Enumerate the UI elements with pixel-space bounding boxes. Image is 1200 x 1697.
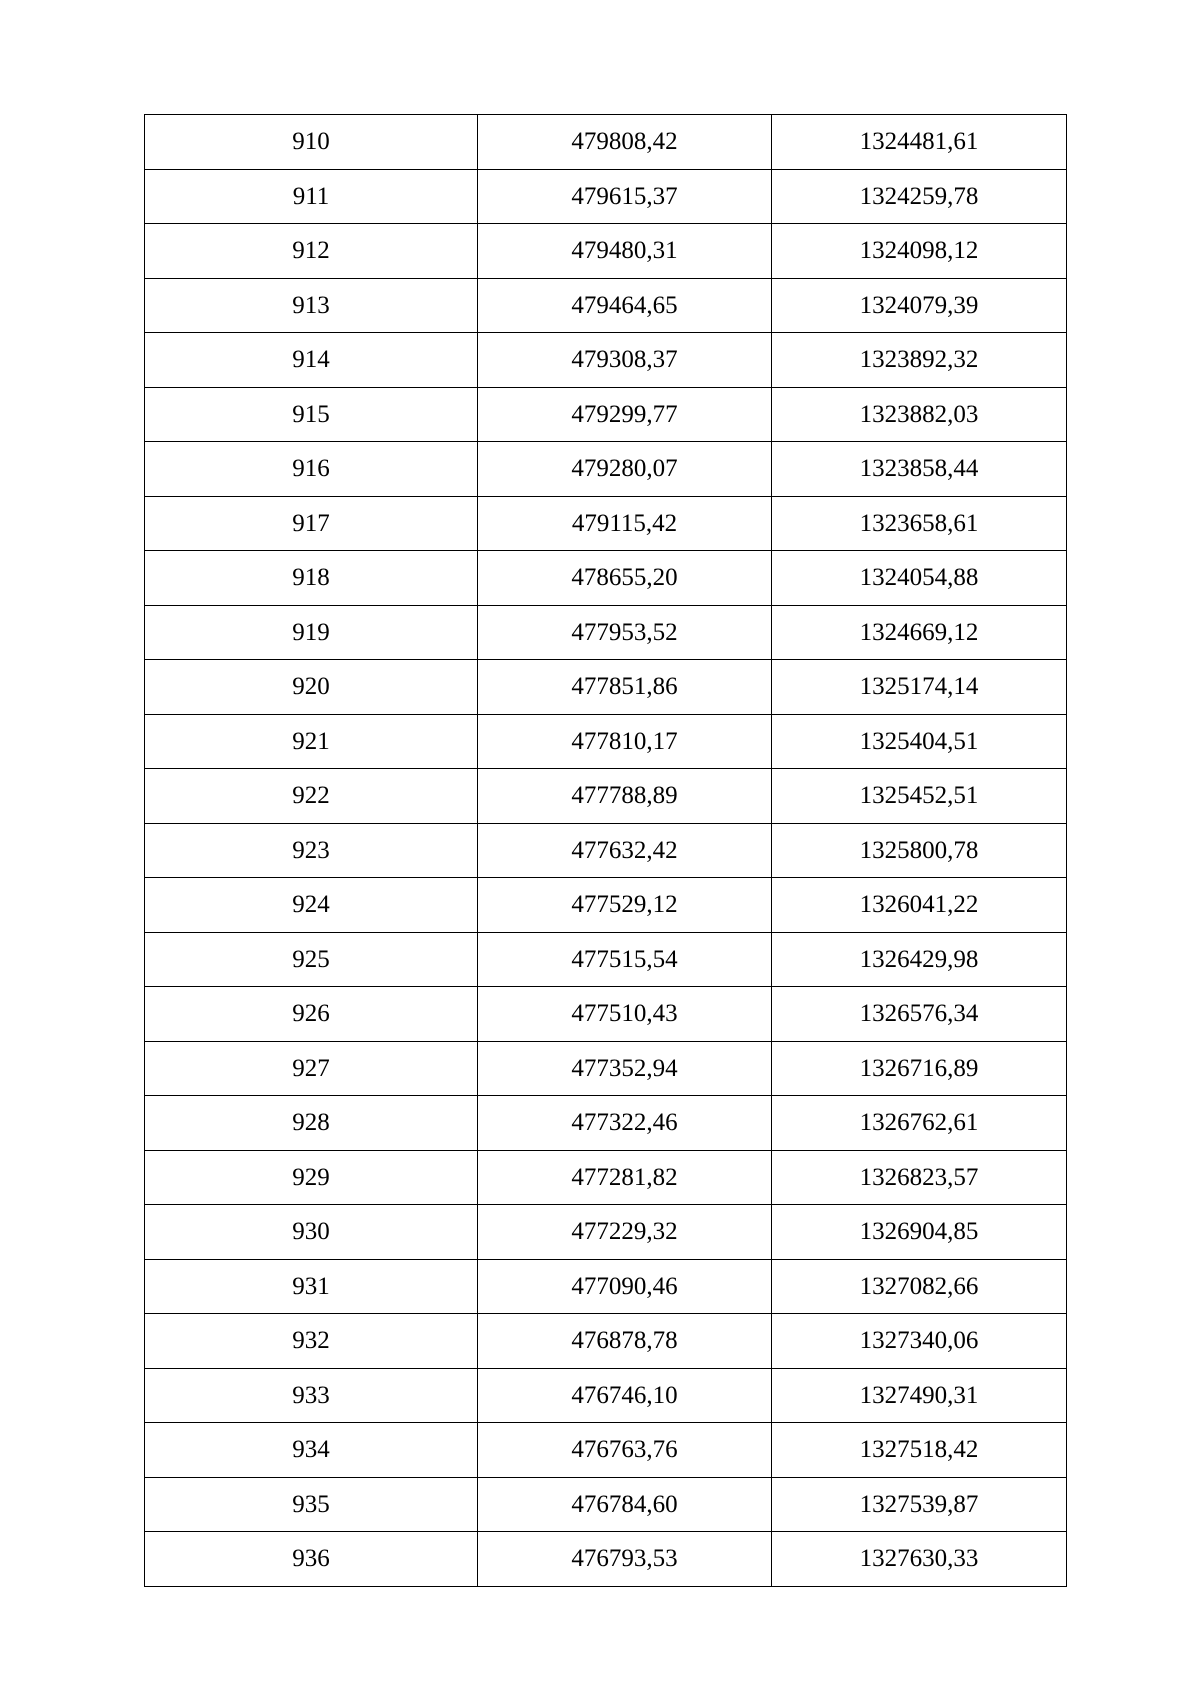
table-row <box>145 1041 1067 1096</box>
y-coordinate-cell: 1327539,87 <box>772 1477 1067 1532</box>
table-row <box>145 224 1067 279</box>
table-row <box>145 169 1067 224</box>
table-row <box>145 1423 1067 1478</box>
x-coordinate-cell: 477632,42 <box>478 823 772 878</box>
y-coordinate-cell: 1324669,12 <box>772 605 1067 660</box>
x-coordinate-cell: 476878,78 <box>478 1314 772 1369</box>
x-coordinate-cell: 476793,53 <box>478 1532 772 1587</box>
table-row <box>145 442 1067 497</box>
point-number-cell: 917 <box>145 496 478 551</box>
x-coordinate-cell: 476784,60 <box>478 1477 772 1532</box>
point-number-cell: 911 <box>145 169 478 224</box>
table-row <box>145 496 1067 551</box>
table-row <box>145 660 1067 715</box>
table-row <box>145 605 1067 660</box>
y-coordinate-cell: 1327340,06 <box>772 1314 1067 1369</box>
y-coordinate-cell: 1324098,12 <box>772 224 1067 279</box>
point-number-cell: 931 <box>145 1259 478 1314</box>
point-number-cell: 923 <box>145 823 478 878</box>
point-number-cell: 936 <box>145 1532 478 1587</box>
x-coordinate-cell: 477953,52 <box>478 605 772 660</box>
point-number-cell: 921 <box>145 714 478 769</box>
table-row <box>145 1150 1067 1205</box>
point-number-cell: 926 <box>145 987 478 1042</box>
y-coordinate-cell: 1324259,78 <box>772 169 1067 224</box>
point-number-cell: 918 <box>145 551 478 606</box>
y-coordinate-cell: 1323858,44 <box>772 442 1067 497</box>
x-coordinate-cell: 477322,46 <box>478 1096 772 1151</box>
y-coordinate-cell: 1327490,31 <box>772 1368 1067 1423</box>
point-number-cell: 933 <box>145 1368 478 1423</box>
point-number-cell: 930 <box>145 1205 478 1260</box>
y-coordinate-cell: 1323658,61 <box>772 496 1067 551</box>
point-number-cell: 919 <box>145 605 478 660</box>
point-number-cell: 914 <box>145 333 478 388</box>
point-number-cell: 912 <box>145 224 478 279</box>
y-coordinate-cell: 1327082,66 <box>772 1259 1067 1314</box>
point-number-cell: 910 <box>145 115 478 170</box>
x-coordinate-cell: 477851,86 <box>478 660 772 715</box>
point-number-cell: 924 <box>145 878 478 933</box>
table-row <box>145 115 1067 170</box>
y-coordinate-cell: 1324054,88 <box>772 551 1067 606</box>
x-coordinate-cell: 479615,37 <box>478 169 772 224</box>
y-coordinate-cell: 1326762,61 <box>772 1096 1067 1151</box>
table-row <box>145 987 1067 1042</box>
x-coordinate-cell: 479464,65 <box>478 278 772 333</box>
point-number-cell: 913 <box>145 278 478 333</box>
y-coordinate-cell: 1325800,78 <box>772 823 1067 878</box>
point-number-cell: 935 <box>145 1477 478 1532</box>
y-coordinate-cell: 1326716,89 <box>772 1041 1067 1096</box>
table-row <box>145 714 1067 769</box>
table-row <box>145 823 1067 878</box>
point-number-cell: 932 <box>145 1314 478 1369</box>
y-coordinate-cell: 1326904,85 <box>772 1205 1067 1260</box>
table-row <box>145 333 1067 388</box>
point-number-cell: 929 <box>145 1150 478 1205</box>
table-row <box>145 387 1067 442</box>
table-row <box>145 278 1067 333</box>
table-row <box>145 878 1067 933</box>
x-coordinate-cell: 479299,77 <box>478 387 772 442</box>
x-coordinate-cell: 477515,54 <box>478 932 772 987</box>
table-row <box>145 1477 1067 1532</box>
table-row <box>145 551 1067 606</box>
x-coordinate-cell: 477090,46 <box>478 1259 772 1314</box>
x-coordinate-cell: 476763,76 <box>478 1423 772 1478</box>
x-coordinate-cell: 477510,43 <box>478 987 772 1042</box>
table-row <box>145 1368 1067 1423</box>
x-coordinate-cell: 477788,89 <box>478 769 772 824</box>
y-coordinate-cell: 1325452,51 <box>772 769 1067 824</box>
table-row <box>145 1259 1067 1314</box>
y-coordinate-cell: 1326041,22 <box>772 878 1067 933</box>
coordinates-table <box>144 114 1067 1587</box>
x-coordinate-cell: 477529,12 <box>478 878 772 933</box>
point-number-cell: 934 <box>145 1423 478 1478</box>
coordinates-table-body <box>145 115 1067 1587</box>
table-row <box>145 1532 1067 1587</box>
point-number-cell: 928 <box>145 1096 478 1151</box>
y-coordinate-cell: 1326576,34 <box>772 987 1067 1042</box>
y-coordinate-cell: 1326823,57 <box>772 1150 1067 1205</box>
table-row <box>145 1314 1067 1369</box>
x-coordinate-cell: 479480,31 <box>478 224 772 279</box>
x-coordinate-cell: 477810,17 <box>478 714 772 769</box>
y-coordinate-cell: 1326429,98 <box>772 932 1067 987</box>
table-row <box>145 1205 1067 1260</box>
table-row <box>145 932 1067 987</box>
x-coordinate-cell: 476746,10 <box>478 1368 772 1423</box>
x-coordinate-cell: 479115,42 <box>478 496 772 551</box>
point-number-cell: 920 <box>145 660 478 715</box>
table-row <box>145 769 1067 824</box>
point-number-cell: 922 <box>145 769 478 824</box>
x-coordinate-cell: 479280,07 <box>478 442 772 497</box>
y-coordinate-cell: 1327518,42 <box>772 1423 1067 1478</box>
y-coordinate-cell: 1324481,61 <box>772 115 1067 170</box>
x-coordinate-cell: 477281,82 <box>478 1150 772 1205</box>
x-coordinate-cell: 477229,32 <box>478 1205 772 1260</box>
x-coordinate-cell: 479808,42 <box>478 115 772 170</box>
point-number-cell: 915 <box>145 387 478 442</box>
point-number-cell: 916 <box>145 442 478 497</box>
y-coordinate-cell: 1325174,14 <box>772 660 1067 715</box>
x-coordinate-cell: 478655,20 <box>478 551 772 606</box>
y-coordinate-cell: 1324079,39 <box>772 278 1067 333</box>
y-coordinate-cell: 1327630,33 <box>772 1532 1067 1587</box>
x-coordinate-cell: 477352,94 <box>478 1041 772 1096</box>
y-coordinate-cell: 1323882,03 <box>772 387 1067 442</box>
y-coordinate-cell: 1323892,32 <box>772 333 1067 388</box>
point-number-cell: 925 <box>145 932 478 987</box>
table-row <box>145 1096 1067 1151</box>
y-coordinate-cell: 1325404,51 <box>772 714 1067 769</box>
x-coordinate-cell: 479308,37 <box>478 333 772 388</box>
point-number-cell: 927 <box>145 1041 478 1096</box>
